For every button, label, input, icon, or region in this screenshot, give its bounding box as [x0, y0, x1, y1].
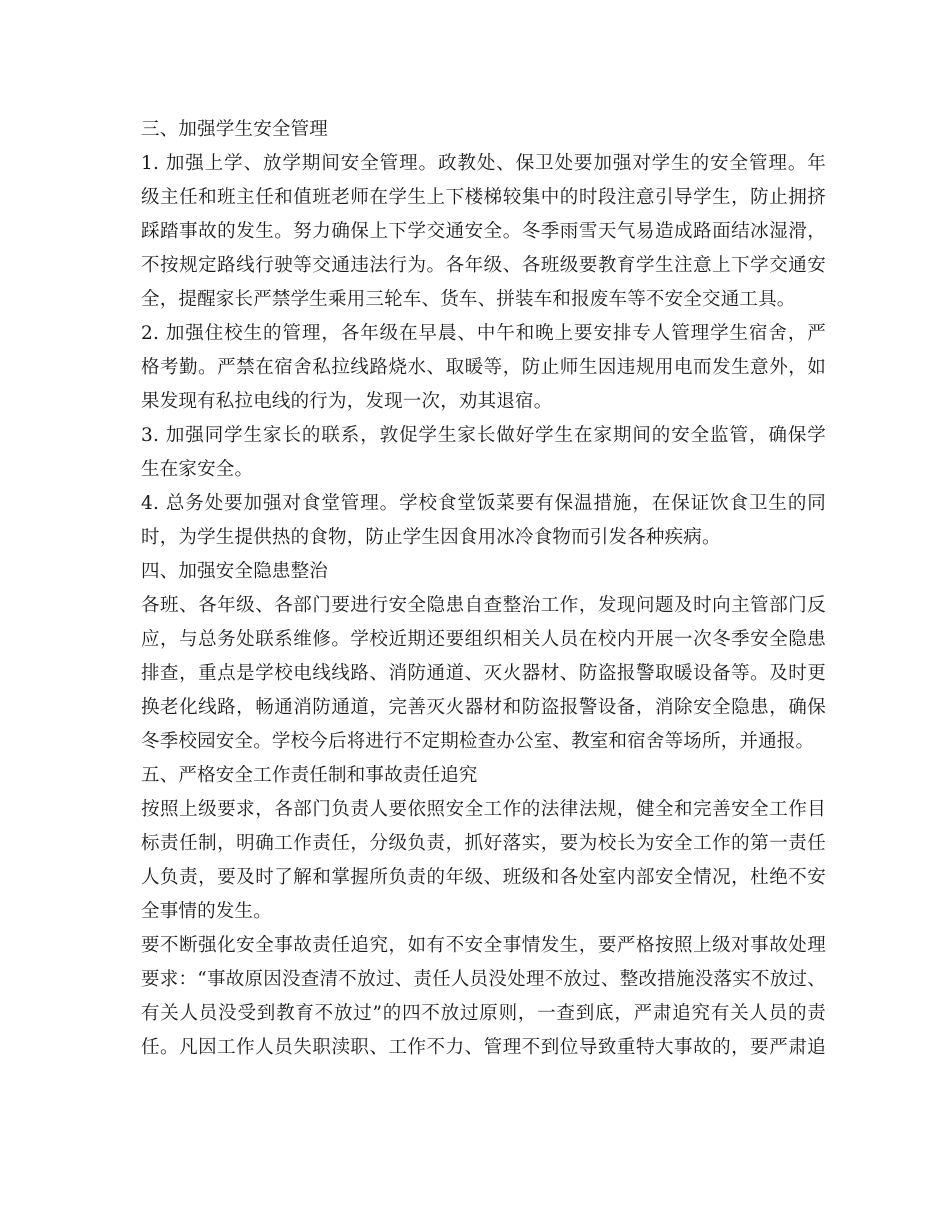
- text-line: 要求：“事故原因没查清不放过、责任人员没处理不放过、整改措施没落实不放过、: [141, 969, 826, 990]
- text-line: 生在家安全。: [141, 459, 254, 480]
- text-line: 踩踏事故的发生。努力确保上下学交通安全。冬季雨雪天气易造成路面结冰湿滑，: [141, 221, 826, 242]
- text-line: 要不断强化安全事故责任追究，如有不安全事情发生，要严格按照上级对事故处理: [141, 935, 826, 956]
- text-line: 应，与总务处联系维修。学校近期还要组织相关人员在校内开展一次冬季安全隐患: [141, 629, 826, 650]
- document-body: [141, 113, 826, 1065]
- text-line: 不按规定路线行驶等交通违法行为。各年级、各班级要教育学生注意上下学交通安: [141, 255, 826, 276]
- text-line: 全事情的发生。: [141, 901, 272, 922]
- text-line: 按照上级要求，各部门负责人要依照安全工作的法律法规，健全和完善安全工作目: [141, 799, 826, 820]
- text-line: 五、严格安全工作责任制和事故责任追究: [141, 765, 478, 786]
- text-line: 2. 加强住校生的管理，各年级在早晨、中午和晚上要安排专人管理学生宿舍，严: [141, 323, 826, 344]
- text-line: 各班、各年级、各部门要进行安全隐患自查整治工作，发现问题及时向主管部门反: [141, 595, 826, 616]
- text-line: 全，提醒家长严禁学生乘用三轮车、货车、拼装车和报废车等不安全交通工具。: [141, 289, 796, 310]
- text-line: 有关人员没受到教育不放过”的四不放过原则，一查到底，严肃追究有关人员的责: [141, 1003, 826, 1024]
- text-line: 3. 加强同学生家长的联系，敦促学生家长做好学生在家期间的安全监管，确保学: [141, 425, 826, 446]
- text-line: 冬季校园安全。学校今后将进行不定期检查办公室、教室和宿舍等场所，并通报。: [141, 731, 815, 752]
- text-line: 三、加强学生安全管理: [141, 119, 329, 140]
- text-line: 果发现有私拉电线的行为，发现一次，劝其退宿。: [141, 391, 553, 412]
- text-line: 排查，重点是学校电线线路、消防通道、灭火器材、防盗报警取暖设备等。及时更: [141, 663, 826, 684]
- text-line: 1. 加强上学、放学期间安全管理。政教处、保卫处要加强对学生的安全管理。年: [141, 153, 826, 174]
- text-line: 4. 总务处要加强对食堂管理。学校食堂饭菜要有保温措施，在保证饮食卫生的同: [141, 493, 826, 514]
- text-line: 格考勤。严禁在宿舍私拉线路烧水、取暖等，防止师生因违规用电而发生意外，如: [141, 357, 826, 378]
- text-line: 任。凡因工作人员失职渎职、工作不力、管理不到位导致重特大事故的，要严肃追: [141, 1037, 826, 1058]
- text-line: 人负责，要及时了解和掌握所负责的年级、班级和各处室内部安全情况，杜绝不安: [141, 867, 826, 888]
- text-line: 换老化线路，畅通消防通道，完善灭火器材和防盗报警设备，消除安全隐患，确保: [141, 697, 826, 718]
- text-line: 标责任制，明确工作责任，分级负责，抓好落实，要为校长为安全工作的第一责任: [141, 833, 826, 854]
- text-line: 四、加强安全隐患整治: [141, 561, 329, 582]
- text-line: 级主任和班主任和值班老师在学生上下楼梯较集中的时段注意引导学生，防止拥挤: [141, 187, 826, 208]
- text-line: 时，为学生提供热的食物，防止学生因食用冰冷食物而引发各种疾病。: [141, 527, 721, 548]
